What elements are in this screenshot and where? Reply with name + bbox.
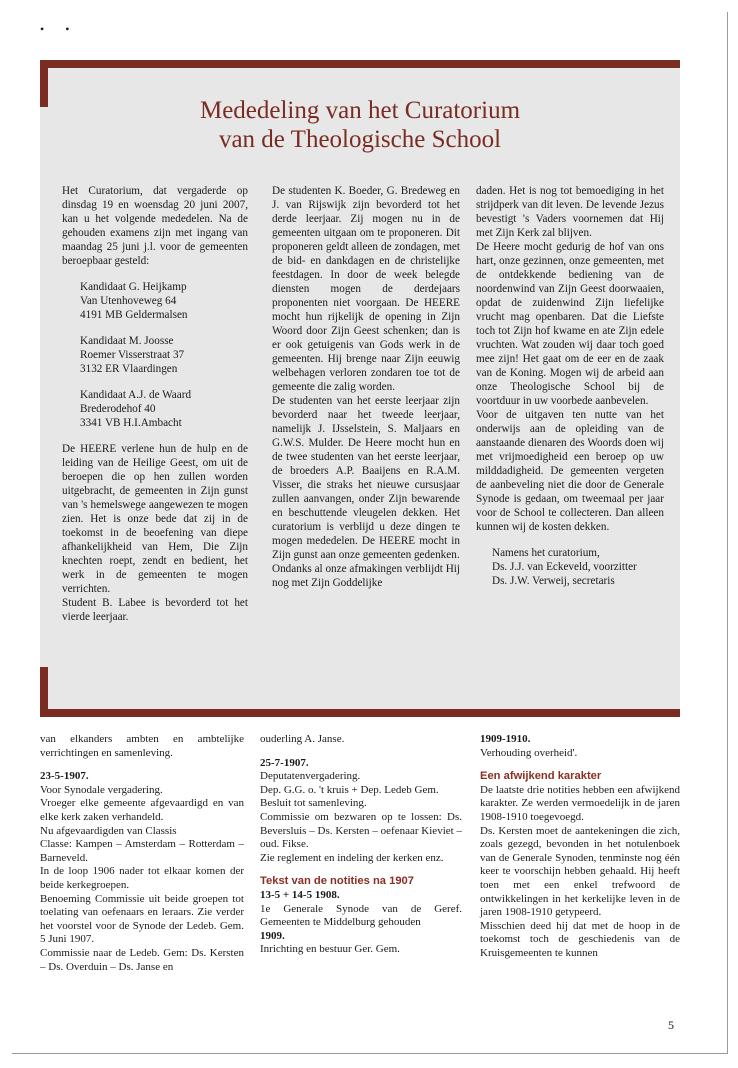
box-corner-bottom [40,667,48,717]
lower-column-2 [260,733,462,957]
paragraph: Ondanks al onze afmakingen verblijdt Hij nog met Zijn Goddelijke [272,563,460,589]
paragraph: Classe: Kampen – Amsterdam – Rotterdam – Barneveld. [40,838,244,864]
paragraph: Inrichting en bestuur Ger. Gem. [260,943,400,956]
article-column-3 [476,184,664,588]
paragraph: Misschien deed hij dat met de hoop in de toekomst toch de geschiedenis van de Kruisgemeenten te kunnen [480,919,680,959]
candidate-city: 3341 VB H.I.Ambacht [80,417,182,429]
paragraph: In de loop 1906 nader tot elkaar komen der beide kerkegroepen. [40,865,244,891]
intro-paragraph: Het Curatorium, dat vergaderde op dinsdag 19 en woensdag 20 juni 2007, kan u het volgende mededelen. Na de gehouden examens zijn met ingang van maandag 25 juni j.l. voor de gemeenten beroepbaar gesteld: [62,185,248,267]
candidate-address [80,280,248,322]
paragraph: ouderling A. Janse. [260,733,345,745]
candidate-name: Kandidaat A.J. de Waard [80,389,192,401]
paragraph: Benoeming Commissie uit beide groepen tot toelating van oefenaars en leraars. Zie verder het voorstel voor de Synode der Ledeb. Gem. 5 Juni 1907. [40,892,244,946]
paragraph: Besluit tot samenleving. [260,797,367,810]
year-label: 1909. [260,929,285,942]
article-column-1 [62,184,248,624]
candidate-address [80,334,248,376]
candidate-street: Van Utenhoveweg 64 [80,295,177,307]
paragraph: van elkanders ambten en ambtelijke verrichtingen en samenleving. [40,733,244,759]
date-heading: 23-5-1907. [40,770,89,783]
paragraph: Dep. G.G. o. 't kruis + Dep. Ledeb Gem. [260,783,439,796]
section-heading: Tekst van de notities na 1907 [260,875,414,888]
paragraph: Deputatenvergadering. [260,770,361,783]
year-label: 1909-1910. [480,733,531,745]
paragraph: 1e Generale Synode van de Geref. Gemeenten te Middelburg gehouden [260,902,462,929]
signature-block [476,546,664,588]
page-specks: • • [40,22,79,36]
paragraph: Zie reglement en indeling der kerken enz. [260,851,444,864]
paragraph: Voor de uitgaven ten nutte van het onderwijs aan de opleiding van de aanstaande dienaren des Woords doen wij met vrijmoedigheid een beroep op uw milddadigheid. De gemeenten vergeten de aanbeveling niet die door de Generale Synode is gedaan, om tweemaal per jaar voor de School te collecteren. Dan alleen kunnen wij de kosten dekken. [476,409,664,533]
lower-column-3 [480,733,680,961]
paragraph: Verhouding overheid'. [480,746,578,759]
title-line-2: van de Theologische School [218,126,502,153]
box-top-rule [40,60,680,68]
candidate-street: Roemer Visserstraat 37 [80,349,185,361]
paragraph: De Heere mocht gedurig de hof van ons hart, onze gezinnen, onze gemeenten, met de ontdekkende bediening van de noordenwind van Zijn Geest doorwaaien, opdat de zuidenwind Zijn liefelijke vrucht mag openbaren. Dat die Liefste toch tot Zijn hof kwame en ate Zijn edele vruchten. Wat zouden wij daar toch goed mee zijn! Het gaat om de eer en de zaak van de Koning. Mogen wij de arbeid aan onze Theologische School bij de voortduur in uw voorbede aanbevelen. [476,241,664,407]
signature-line: Namens het curatorium, [492,547,600,559]
section-heading: Een afwijkend karakter [480,770,602,783]
paragraph: De studenten van het eerste leerjaar zijn bevorderd naar het tweede leerjaar, namelijk J. IJsselstein, S. Maljaars en G.W.S. Mulder. De Heere mocht hun en de twee studenten van het eerste leerjaar, de broeders A.P. Baaijens en R.A.M. Visser, die straks het nieuwe cursusjaar zullen aanvangen, onder Zijn bewarende en beschuttende vleugelen dekken. Het curatorium is verblijd u deze dingen te mogen mededelen. De HEERE mocht in Zijn gunst aan onze gemeenten gedenken. [272,395,460,561]
paragraph: Commissie om bezwaren op te lossen: Ds. Beversluis – Ds. Kersten – oefenaar Kieviet – oud. Fikse. [260,810,462,851]
paragraph: Vroeger elke gemeente afgevaardigd en van elke kerk zaken verhandeld. [40,797,244,823]
date-heading: 25-7-1907. [260,756,309,769]
signature-line: Ds. J.W. Verweij, secretaris [492,575,615,587]
article-title [40,96,680,154]
article-column-2 [272,184,460,590]
lower-column-1 [40,733,244,974]
paragraph: Ds. Kersten moet de aantekeningen die zich, zoals gezegd, bevonden in het notulenboek van de Generale Synoden, tenminste nog één keer te voorschijn hebben gehaald. Hij heeft toen met een enkel trefwoord de ontwikkelingen in het kerkelijke leven in de jaren 1908-1910 getypeerd. [480,824,680,919]
paragraph: Commissie naar de Ledeb. Gem: Ds. Kersten – Ds. Overduin – Ds. Janse en [40,946,244,973]
paragraph: De studenten K. Boeder, G. Bredeweg en J. van Rijswijk zijn bevorderd tot het derde leerjaar. Zij mogen nu in de gemeenten uitgaan om te proponeren. Dit proponeren geldt alleen de zondagen, met de bid- en dankdagen en de christelijke feestdagen. In door de week belegde diensten mogen de derdejaars proponenten niet voorgaan. De HEERE mocht hun rijkelijk de opening in Zijn Woord door Zijn Geest schenken; dan is er ook getuigenis van Gods werk in de gemeenten. Hij brenge naar Zijn eeuwig welbehagen verloren zondaren toe tot de gemeente die zalig worden. [272,185,460,393]
box-bottom-rule [40,709,680,717]
paragraph: De HEERE verlene hun de hulp en de leiding van de Heilige Geest, om uit de beroepen die op hen zullen worden uitgebracht, de gemeenten in Zijn gunst van 's hemelswege aangewezen te mogen zien. Het is onze bede dat zij in de toekomst in de beoefening van diepe afhankelijkheid van Hem, Die Zijn knechten roept, zendt en bedient, het werk in de gemeenten te mogen verrichten. [62,443,248,595]
candidate-city: 4191 MB Geldermalsen [80,309,188,321]
paragraph: Nu afgevaardigden van Classis [40,824,177,837]
paragraph: Student B. Labee is bevorderd tot het vierde leerjaar. [62,597,248,623]
candidate-street: Brederodehof 40 [80,403,156,415]
candidate-city: 3132 ER Vlaardingen [80,363,178,375]
title-line-1: Mededeling van het Curatorium [199,97,521,124]
candidate-name: Kandidaat M. Joosse [80,335,174,347]
page-number: 5 [668,1018,674,1032]
paragraph: De laatste drie notities hebben een afwijkend karakter. Ze werden vermoedelijk in de jaren 1908-1910 toegevoegd. [480,783,680,823]
paragraph: daden. Het is nog tot bemoediging in het strijdperk van dit leven. De levende Jezus bevestigt 's Vaders voornemen dat Hij met Zijn Kerk zal blijven. [476,185,664,239]
paragraph: Voor Synodale vergadering. [40,783,163,796]
date-heading: 13-5 + 14-5 1908. [260,888,340,901]
signature-line: Ds. J.J. van Eckeveld, voorzitter [492,561,637,573]
candidate-name: Kandidaat G. Heijkamp [80,281,187,293]
candidate-address [80,388,248,430]
